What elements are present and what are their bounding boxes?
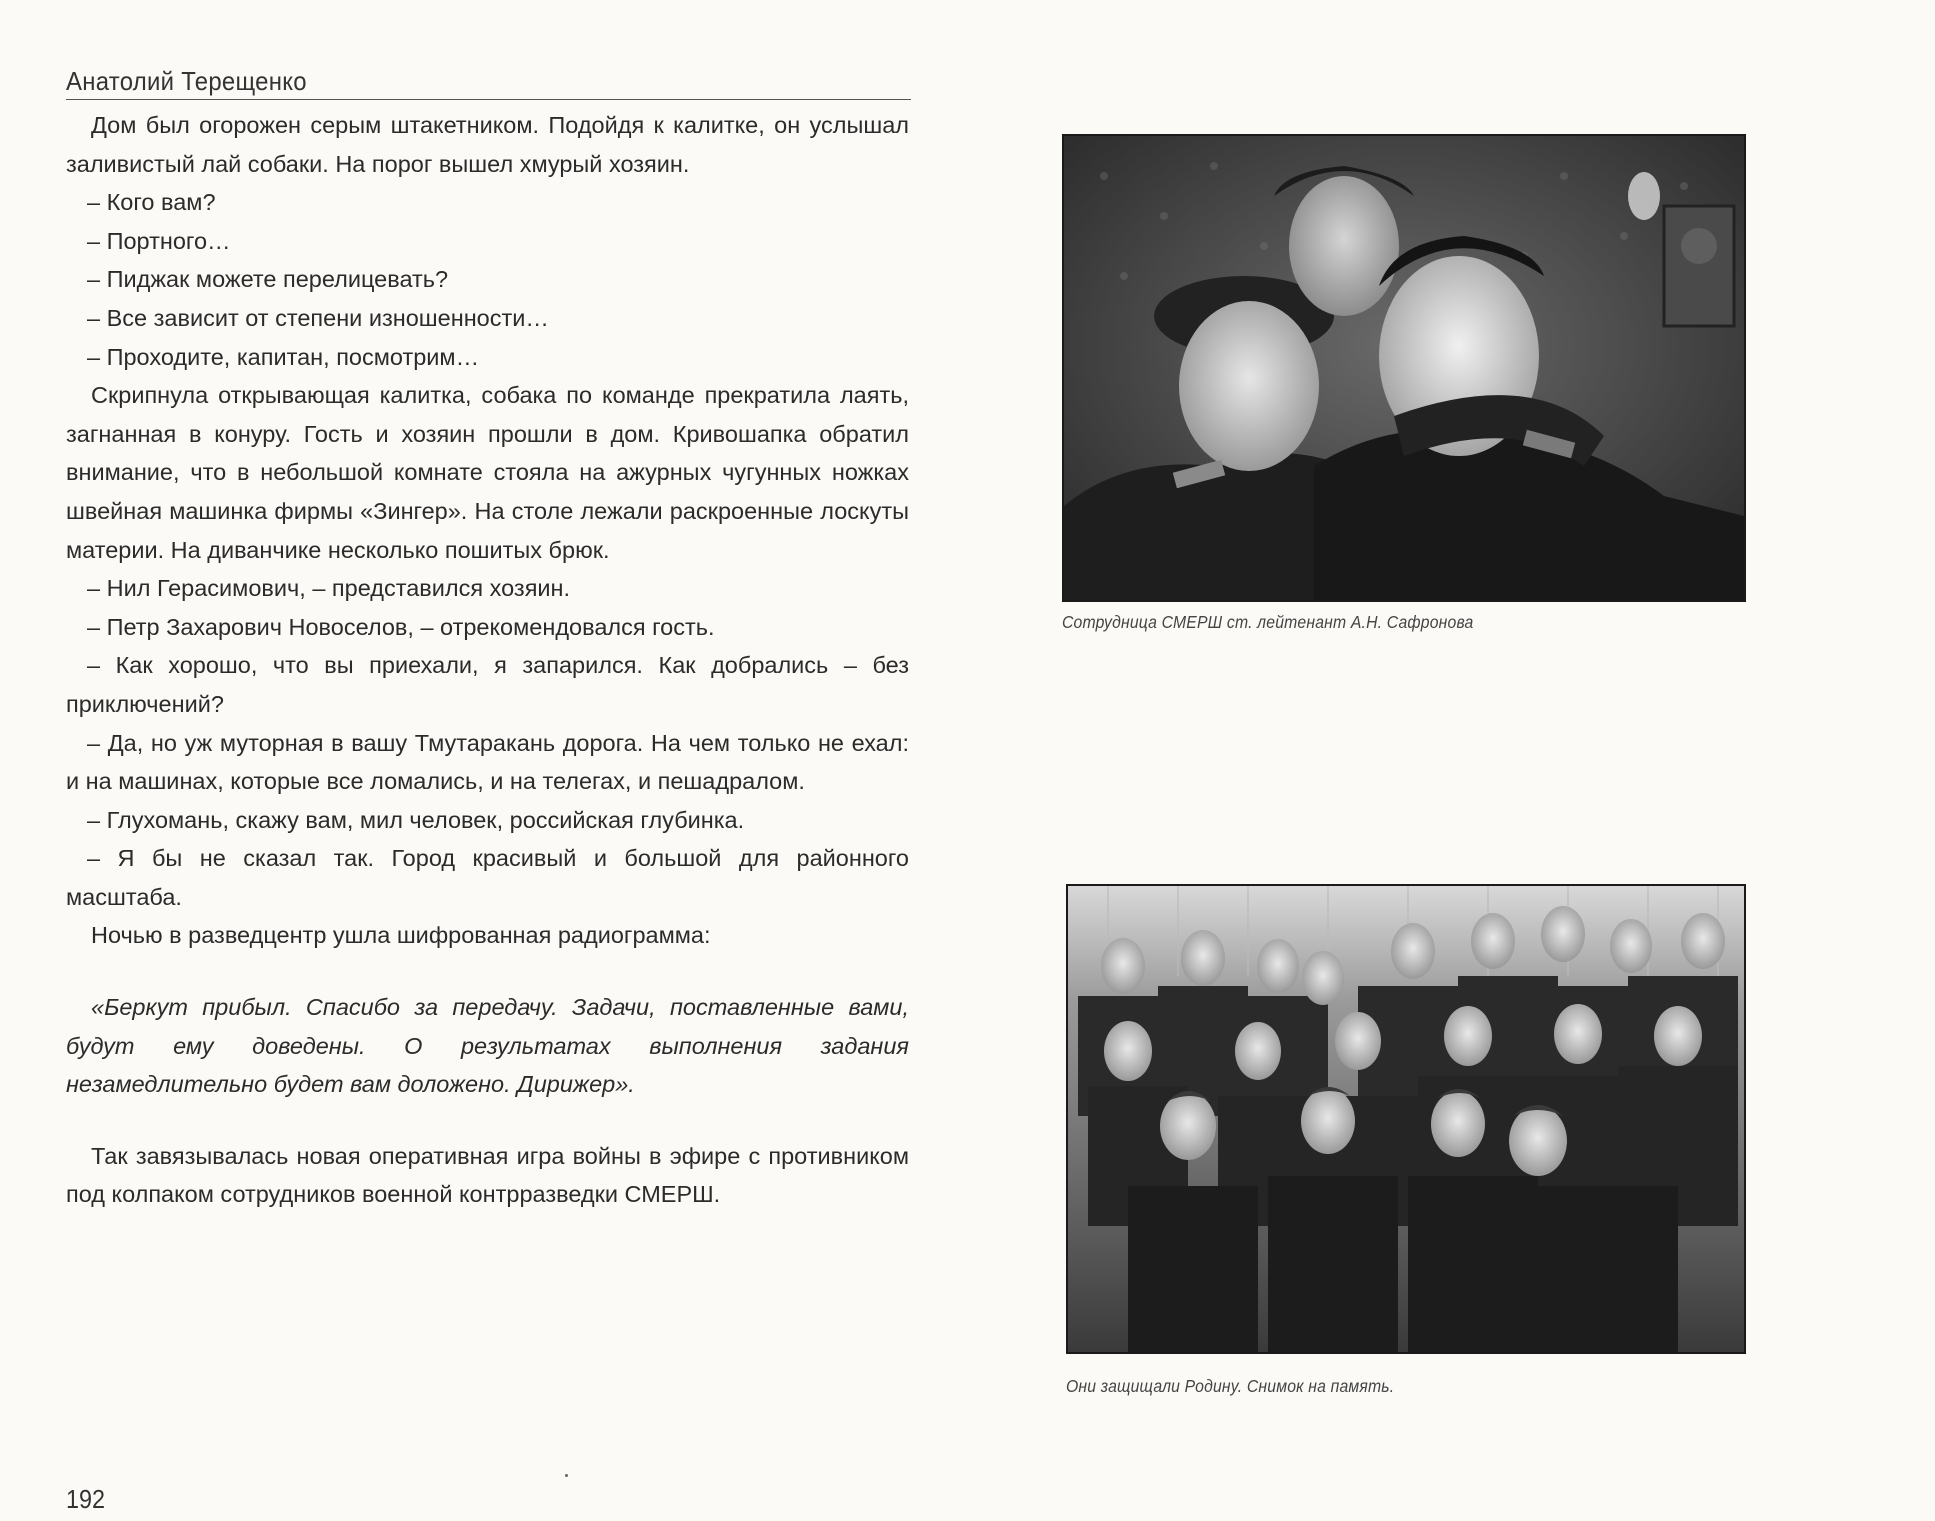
page-number: 192 <box>66 1484 106 1514</box>
radiogram-quote: «Беркут прибыл. Спасибо за передачу. Задачи, поставленные вами, будут ему доведены. О результатах выполнения задания незамедлительно будет вам доложено. Дирижер». <box>66 994 909 1098</box>
portrait-photo <box>1062 134 1746 602</box>
paragraph: Ночью в разведцентр ушла шифрованная радиограмма: <box>91 922 711 949</box>
dialogue-line: – Пиджак можете перелицевать? <box>87 266 449 293</box>
dialogue-line: – Петр Захарович Новоселов, – отрекомендовался гость. <box>87 613 715 640</box>
running-header-author: Анатолий Терещенко <box>66 66 307 96</box>
dialogue-line: – Как хорошо, что вы приехали, я запарился. Как добрались – без приключений? <box>66 652 909 717</box>
dialogue-line: – Проходите, капитан, посмотрим… <box>87 343 480 370</box>
paragraph: Так завязывалась новая оперативная игра войны в эфире с противником под колпаком сотрудников военной контрразведки СМЕРШ. <box>66 1142 909 1208</box>
paragraph: Скрипнула открывающая калитка, собака по команде прекратила лаять, загнанная в конуру. Гость и хозяин прошли в дом. Кривошапка обратил внимание, что в небольшой комнате стояла на ажурных чугунных ножках швейная машинка фирмы «Зингер». На столе лежали раскроенные лоскуты материи. На диванчике несколько пошитых брюк. <box>66 382 909 563</box>
group-photo <box>1066 884 1746 1354</box>
figure-caption: Сотрудница СМЕРШ ст. лейтенант А.Н. Сафронова <box>1062 612 1474 632</box>
dialogue-line: – Я бы не сказал так. Город красивый и большой для районного масштаба. <box>66 845 909 910</box>
dialogue-line: – Нил Герасимович, – представился хозяин. <box>87 575 571 602</box>
dialogue-line: – Кого вам? <box>87 189 216 216</box>
dialogue-line: – Да, но уж муторная в вашу Тмутаракань дорога. На чем только не ехал: и на машинах, которые все ломались, и на телегах, и пешадралом. <box>66 729 909 795</box>
dialogue-line: – Глухомань, скажу вам, мил человек, российская глубинка. <box>87 806 745 833</box>
header-rule <box>66 99 911 100</box>
body-text-column <box>66 106 909 1214</box>
dialogue-line: – Портного… <box>87 227 231 254</box>
print-speck <box>565 1474 568 1477</box>
figure-caption: Они защищали Родину. Снимок на память. <box>1066 1376 1395 1396</box>
dialogue-line: – Все зависит от степени изношенности… <box>87 304 549 331</box>
paragraph: Дом был огорожен серым штакетником. Подойдя к калитке, он услышал заливистый лай собаки. На порог вышел хмурый хозяин. <box>66 112 909 177</box>
